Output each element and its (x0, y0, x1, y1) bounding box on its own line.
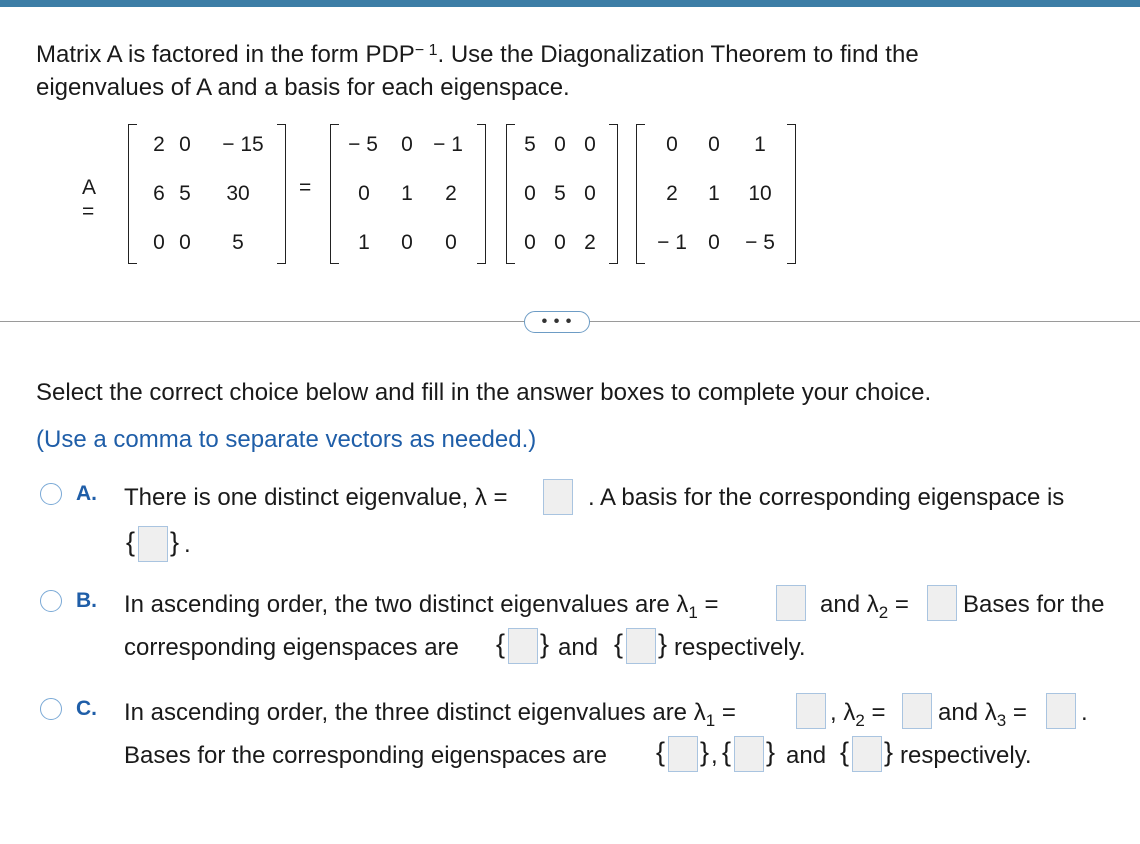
matrix-pinv-cell: 0 (708, 133, 720, 156)
option-c-lambda2-input[interactable] (902, 693, 932, 729)
matrix-pinv-cell: 0 (708, 231, 720, 254)
option-a-radio[interactable] (40, 483, 62, 505)
matrix-d-cell: 0 (524, 182, 536, 205)
option-a-eigenvalue-input[interactable] (543, 479, 573, 515)
right-brace: } (766, 737, 776, 767)
matrix-pinv-cell: − 5 (745, 231, 775, 254)
right-brace: } (170, 527, 180, 557)
option-c-basis1-input[interactable] (668, 736, 698, 772)
option-c-period: . (1081, 699, 1088, 726)
matrix-d-cell: 0 (554, 231, 566, 254)
left-brace: { (126, 527, 136, 557)
top-bar (0, 0, 1140, 7)
option-b-lambda2-input[interactable] (927, 585, 957, 621)
instructions: Select the correct choice below and fill in the answer boxes to complete your choice. (36, 379, 932, 406)
matrix-p-cell: 1 (358, 231, 370, 254)
a-label: A = (82, 176, 95, 223)
right-brace: } (884, 737, 894, 767)
question-line-2: eigenvalues of A and a basis for each eigenspace. (36, 74, 570, 101)
matrix-a-cell: 0 (179, 231, 191, 254)
option-c-radio[interactable] (40, 698, 62, 720)
question-line-1: Matrix A is factored in the form $PDP^{- 1}$. Use the Diagonalization Theorem to find the (36, 41, 919, 68)
option-c-line-2: Bases for the corresponding eigenspaces are (124, 742, 607, 769)
matrix-a-cell: 5 (179, 182, 191, 205)
matrix-a-cell: 0 (153, 231, 165, 254)
option-c-text: In ascending order, the three distinct eigenvalues are $\lambda_1$ = (124, 699, 736, 730)
equals-sign: = (299, 176, 312, 199)
matrix-a-cell: − 15 (222, 133, 264, 156)
matrix-p-cell: − 5 (348, 133, 378, 156)
matrix-pinv-cell: − 1 (657, 231, 687, 254)
matrix-d-cell: 0 (584, 133, 596, 156)
right-brace: } (700, 737, 710, 767)
option-b-and-2: and (558, 634, 599, 661)
matrix-a-cell: 0 (179, 133, 191, 156)
option-b-line-2: corresponding eigenspaces are (124, 634, 459, 661)
matrix-a-cell: 6 (153, 182, 165, 205)
option-c-lambda3-input[interactable] (1046, 693, 1076, 729)
option-a-text-2: . A basis for the corresponding eigenspace is (588, 484, 1065, 511)
matrix-pinv-cell: 0 (666, 133, 678, 156)
option-b-and-text: and $\lambda_2$ = (820, 591, 909, 622)
option-b-radio[interactable] (40, 590, 62, 612)
option-a-text: There is one distinct eigenvalue, λ = (124, 484, 508, 511)
option-b-letter: B. (76, 589, 97, 612)
matrix-a-cell: 30 (226, 182, 250, 205)
matrix-d-cell: 5 (524, 133, 536, 156)
matrix-p-cell: − 1 (433, 133, 463, 156)
matrix-p-cell: 1 (401, 182, 413, 205)
option-b-basis1-input[interactable] (508, 628, 538, 664)
matrix-p-cell: 2 (445, 182, 457, 205)
left-brace: { (840, 737, 850, 767)
option-c-comma-text: , $\lambda_2$ = (830, 699, 886, 730)
matrix-d-cell: 5 (554, 182, 566, 205)
option-a-period: . (184, 531, 191, 558)
matrix-pinv-cell: 1 (708, 182, 720, 205)
option-b-text-2: Bases for the (963, 591, 1105, 618)
option-c-basis2-input[interactable] (734, 736, 764, 772)
matrix-a-cell: 5 (232, 231, 244, 254)
option-b-text: In ascending order, the two distinct eigenvalues are $\lambda_1$ = (124, 591, 719, 622)
option-c-and-2: and (786, 742, 827, 769)
left-brace: { (614, 629, 624, 659)
matrix-pinv-cell: 2 (666, 182, 678, 205)
matrix-pinv-cell: 1 (754, 133, 766, 156)
option-b-lambda1-input[interactable] (776, 585, 806, 621)
option-b-basis2-input[interactable] (626, 628, 656, 664)
option-c-lambda1-input[interactable] (796, 693, 826, 729)
right-brace: } (540, 629, 550, 659)
matrix-d-cell: 0 (524, 231, 536, 254)
more-button[interactable]: • • • (524, 311, 590, 333)
option-a-letter: A. (76, 482, 97, 505)
option-c-comma-2: , (711, 742, 718, 769)
hint: (Use a comma to separate vectors as needed.) (36, 426, 537, 453)
option-c-respectively: respectively. (900, 742, 1032, 769)
matrix-d-cell: 0 (554, 133, 566, 156)
matrix-d-cell: 2 (584, 231, 596, 254)
option-c-and-text: and $\lambda_3$ = (938, 699, 1027, 730)
option-c-letter: C. (76, 697, 97, 720)
left-brace: { (722, 737, 732, 767)
left-brace: { (496, 629, 506, 659)
matrix-pinv-cell: 10 (748, 182, 772, 205)
matrix-p-cell: 0 (445, 231, 457, 254)
matrix-p-cell: 0 (401, 133, 413, 156)
option-c-basis3-input[interactable] (852, 736, 882, 772)
option-b-respectively: respectively. (674, 634, 806, 661)
matrix-a-cell: 2 (153, 133, 165, 156)
matrix-p-cell: 0 (358, 182, 370, 205)
left-brace: { (656, 737, 666, 767)
matrix-p-cell: 0 (401, 231, 413, 254)
right-brace: } (658, 629, 668, 659)
option-a-basis-input[interactable] (138, 526, 168, 562)
matrix-d-cell: 0 (584, 182, 596, 205)
